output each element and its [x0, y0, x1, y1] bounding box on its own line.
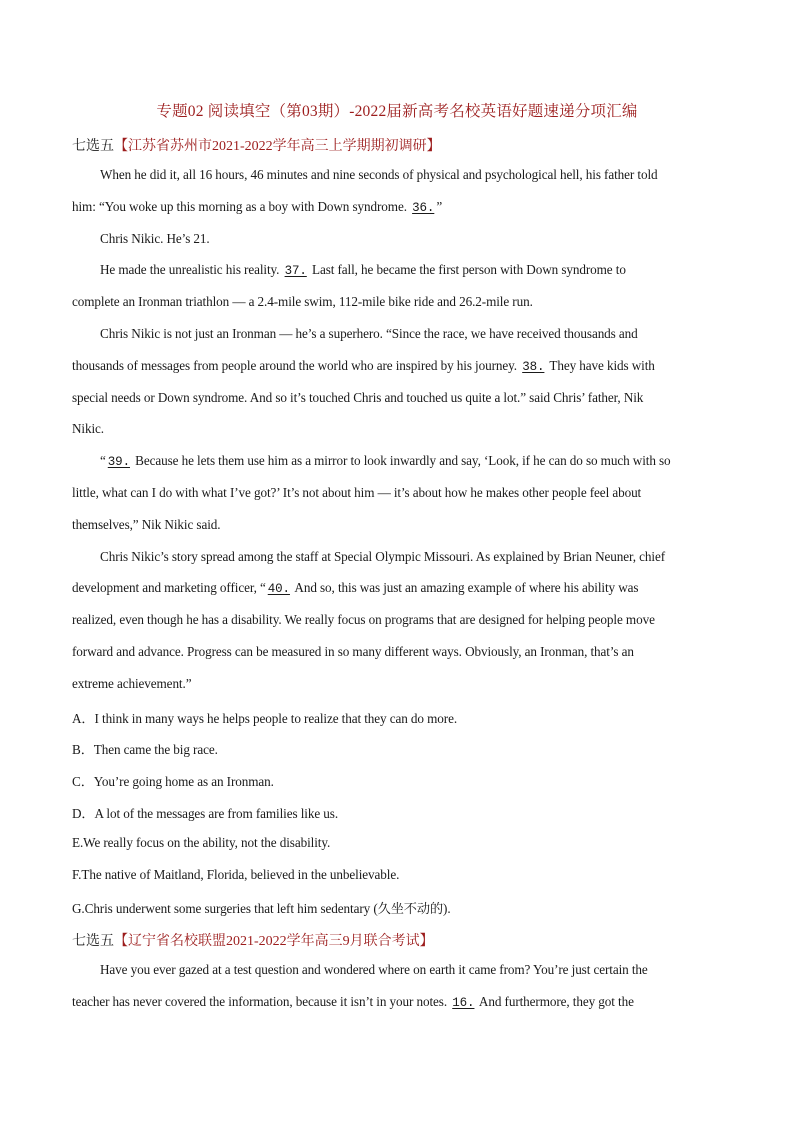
blank-16: 16. [452, 996, 475, 1010]
blank-39: 39. [107, 455, 130, 469]
text-run: “ [100, 453, 106, 468]
paragraph-line [72, 199, 442, 215]
text-run: And furthermore, they got the [476, 994, 634, 1009]
paragraph-line [100, 453, 671, 469]
paragraph-line: When he did it, all 16 hours, 46 minutes and nine seconds of physical and psychological hell, his father told [100, 167, 658, 182]
text-run: ” [436, 199, 443, 214]
section-label: 七选五 [72, 934, 114, 949]
paragraph-line: realized, even though he has a disability. We really focus on programs that are designed for helping people move [72, 612, 655, 627]
paragraph-line [72, 994, 634, 1010]
paragraph-line: extreme achievement.” [72, 676, 192, 691]
option-c: C．You’re going home as an Ironman. [72, 774, 274, 789]
section-label: 七选五 [72, 139, 114, 154]
option-a: A．I think in many ways he helps people to realize that they can do more. [72, 711, 458, 726]
option-f: F.The native of Maitland, Florida, believed in the unbelievable. [72, 867, 400, 882]
blank-37: 37. [284, 264, 307, 278]
document-title: 专题02 阅读填空（第03期）-2022届新高考名校英语好题速递分项汇编 [156, 103, 638, 120]
paragraph-line: Have you ever gazed at a test question and wondered where on earth it came from? You’re just certain the [100, 962, 648, 977]
option-e: E.We really focus on the ability, not the disability. [72, 835, 331, 850]
option-g: G.Chris underwent some surgeries that left him sedentary (久坐不动的). [72, 901, 451, 916]
section-source: 【辽宁省名校联盟2021-2022学年高三9月联合考试】 [114, 934, 434, 949]
section-heading-1 [72, 135, 441, 155]
paragraph-line: Chris Nikic’s story spread among the staff at Special Olympic Missouri. As explained by Brian Neuner, chief [100, 549, 665, 564]
paragraph-line [72, 358, 655, 374]
text-run: He made the unrealistic his reality. [100, 262, 283, 277]
text-run: thousands of messages from people around the world who are inspired by his journey. [72, 358, 521, 373]
paragraph-line: themselves,” Nik Nikic said. [72, 517, 221, 532]
paragraph-line [100, 262, 626, 278]
section-heading-2 [72, 930, 434, 950]
text-run: Last fall, he became the first person with Down syndrome to [308, 262, 626, 277]
blank-40: 40. [267, 582, 290, 596]
blank-38: 38. [522, 360, 545, 374]
text-run: teacher has never covered the information, because it isn’t in your notes. [72, 994, 451, 1009]
paragraph-line [72, 580, 638, 596]
section-source: 【江苏省苏州市2021-2022学年高三上学期期初调研】 [114, 139, 441, 154]
text-run: Because he lets them use him as a mirror to look inwardly and say, ‘Look, if he can do so much with so [131, 453, 671, 468]
option-d: D．A lot of the messages are from families like us. [72, 806, 339, 821]
paragraph-line: little, what can I do with what I’ve got?’ It’s not about him — it’s about how he makes other people feel about [72, 485, 642, 500]
blank-36: 36. [412, 201, 435, 215]
text-run: development and marketing officer, “ [72, 580, 266, 595]
paragraph-line: forward and advance. Progress can be measured in so many different ways. Obviously, an Ironman, that’s an [72, 644, 634, 659]
text-run: And so, this was just an amazing example of where his ability was [291, 580, 639, 595]
paragraph-line: Nikic. [72, 421, 104, 436]
text-run: They have kids with [546, 358, 655, 373]
paragraph-line: complete an Ironman triathlon — a 2.4-mile swim, 112-mile bike ride and 26.2-mile run. [72, 294, 533, 309]
paragraph-line: Chris Nikic is not just an Ironman — he’s a superhero. “Since the race, we have received thousands and [100, 326, 638, 341]
paragraph-line: special needs or Down syndrome. And so it’s touched Chris and touched us quite a lot.” said Chris’ father, Nik [72, 390, 644, 405]
text-run: him: “You woke up this morning as a boy with Down syndrome. [72, 199, 411, 214]
paragraph-line: Chris Nikic. He’s 21. [100, 231, 210, 246]
option-b: B．Then came the big race. [72, 742, 218, 757]
